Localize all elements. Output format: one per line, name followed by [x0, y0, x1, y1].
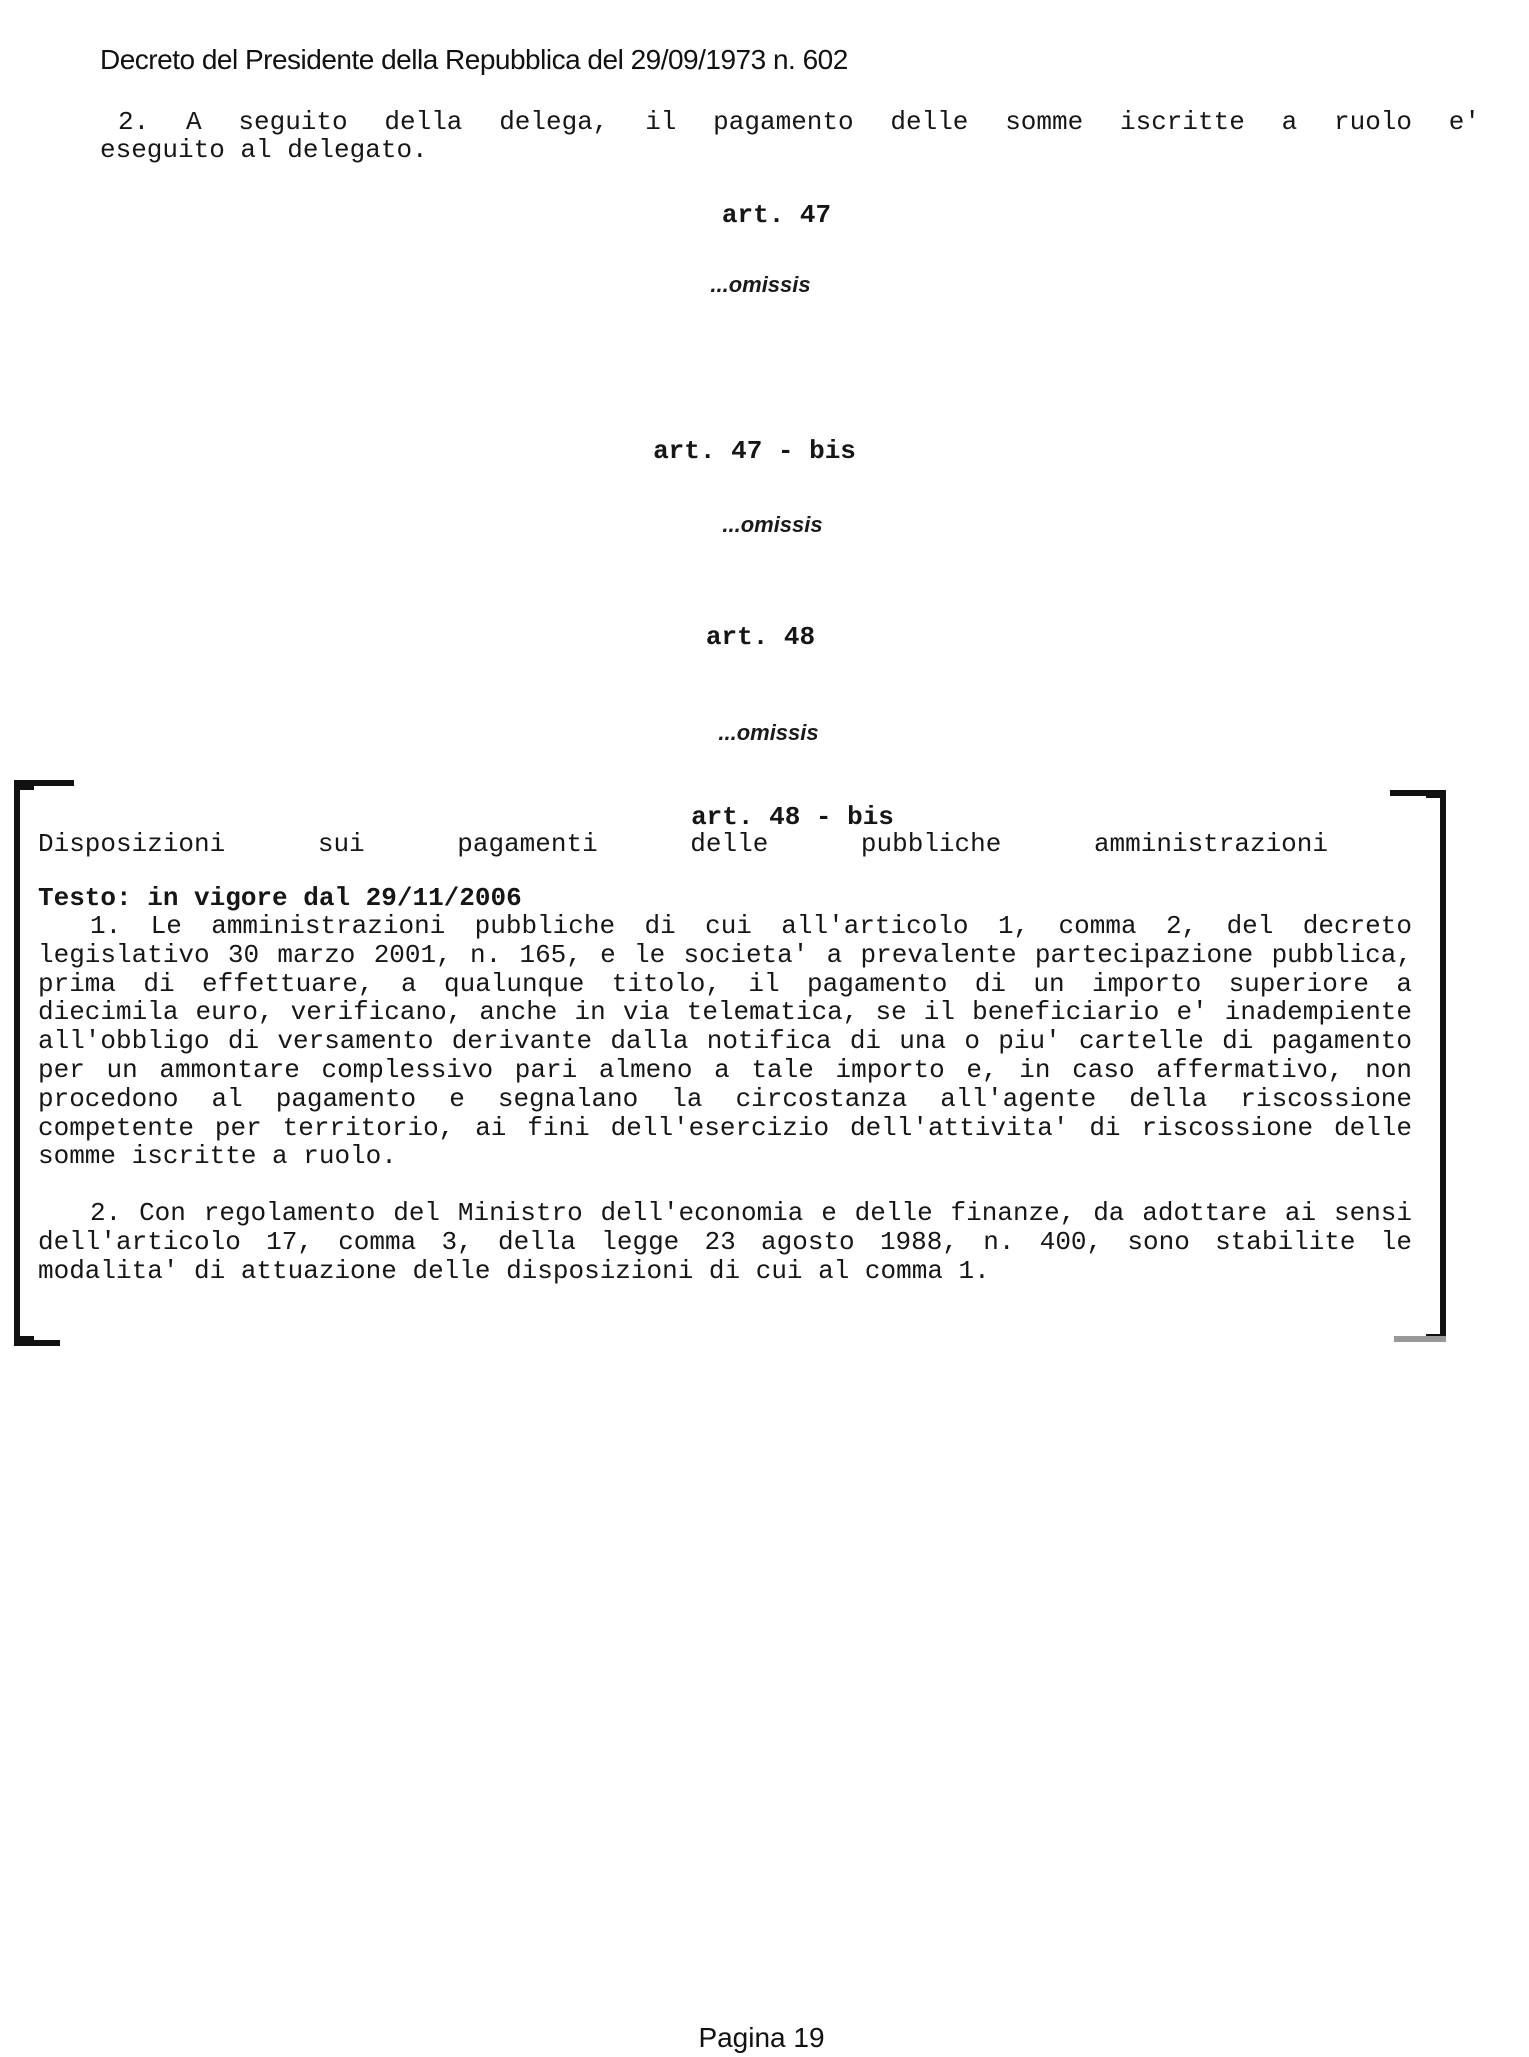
previous-paragraph-line-1: 2. A seguito della delega, il pagamento delle somme iscritte a ruolo e': [118, 107, 1480, 137]
article-48-omissis: ...omissis: [718, 720, 819, 745]
article-47-omissis: ...omissis: [710, 272, 811, 297]
comma-1-text: Le amministrazioni pubbliche di cui all'articolo 1, comma 2, del decreto legislativo 30 marzo 2001, n. 165, e le societa' a prevalente partecipazione pubblica, prima di effettuare, a qualunque titolo, il pagamento di un importo superiore a diecimila euro, verificano, anche in via telematica, se il beneficiario e' inadempiente all'obbligo di versamento derivante dalla notifica di una o piu' cartelle di pagamento per un ammontare complessivo pari almeno a tale importo e, in caso affermativo, non procedono al pagamento e segnalano la circostanza all'agente della riscossione competente per territorio, ai fini dell'esercizio dell'attivita' di riscossione delle somme iscritte a ruolo.: [38, 911, 1412, 1172]
box-bracket-right: [1426, 792, 1446, 1340]
article-48-bis-comma-1: [38, 912, 1412, 1171]
document-header: Decreto del Presidente della Repubblica del 29/09/1973 n. 602: [100, 44, 848, 75]
article-title-47-bis: art. 47 - bis: [653, 436, 856, 466]
box-bracket-left: [14, 784, 34, 1342]
page-footer: [0, 2022, 1529, 2054]
article-title-48-bis: art. 48 - bis: [691, 802, 894, 832]
article-48-bis-comma-2: [38, 1199, 1412, 1285]
page-number: Pagina 19: [698, 2022, 825, 2053]
comma-2-text: Con regolamento del Ministro dell'economia e delle finanze, da adottare ai sensi dell'articolo 17, comma 3, della legge 23 agosto 1988, n. 400, sono stabilite le modalita' di attuazione delle disposizioni di cui al comma 1.: [38, 1198, 1413, 1286]
article-48-bis-subtitle: Disposizioni sui pagamenti delle pubbliche amministrazioni: [38, 829, 1328, 859]
article-title-48: art. 48: [705, 622, 816, 652]
previous-paragraph-line-2: eseguito al delegato.: [100, 135, 428, 165]
article-48-bis-testo: Testo: in vigore dal 29/11/2006: [38, 883, 522, 913]
article-47-bis-omissis: ...omissis: [722, 512, 823, 537]
previous-paragraph: [100, 108, 1480, 164]
comma-2-number: 2.: [90, 1198, 122, 1228]
article-title-47: art. 47: [721, 200, 832, 230]
comma-1-number: 1.: [90, 911, 122, 941]
